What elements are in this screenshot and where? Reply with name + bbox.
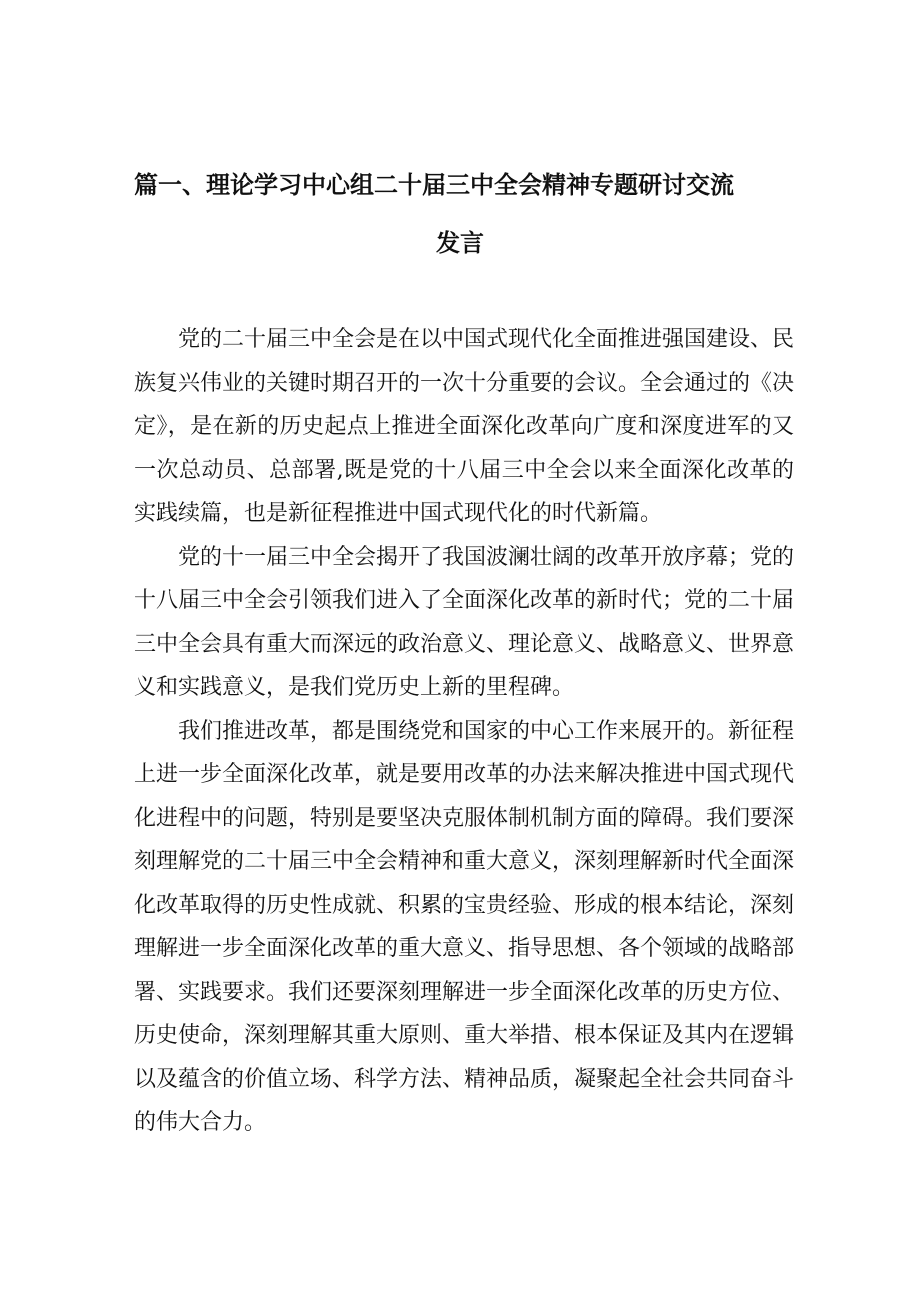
paragraph: 党的二十届三中全会是在以中国式现代化全面推进强国建设、民族复兴伟业的关键时期召开的一次十分重要的会议。全会通过的《决定》，是在新的历史起点上推进全面深化改革向广度和深度进军的又一次总动员、总部署,既是党的十八届三中全会以来全面深化改革的实践续篇，也是新征程推进中国式现代化的时代新篇。 bbox=[134, 327, 795, 526]
paragraph: 党的十一届三中全会揭开了我国波澜壮阔的改革开放序幕；党的十八届三中全会引领我们进入了全面深化改革的新时代；党的二十届三中全会具有重大而深远的政治意义、理论意义、战略意义、世界意义和实践意义，是我们党历史上新的里程碑。 bbox=[134, 544, 795, 700]
document-body bbox=[134, 318, 794, 1145]
paragraph: 我们推进改革，都是围绕党和国家的中心工作来展开的。新征程上进一步全面深化改革，就是要用改革的办法来解决推进中国式现代化进程中的问题，特别是要坚决克服体制机制方面的障碍。我们要深刻理解党的二十届三中全会精神和重大意义，深刻理解新时代全面深化改革取得的历史性成就、积累的宝贵经验、形成的根本结论，深刻理解进一步全面深化改革的重大意义、指导思想、各个领域的战略部署、实践要求。我们还要深刻理解进一步全面深化改革的历史方位、历史使命，深刻理解其重大原则、重大举措、根本保证及其内在逻辑以及蕴含的价值立场、科学方法、精神品质，凝聚起全社会共同奋斗的伟大合力。 bbox=[134, 718, 795, 1135]
document-title-continuation: 发言 bbox=[436, 229, 484, 257]
document-title: 篇一、理论学习中心组二十届三中全会精神专题研讨交流 bbox=[134, 171, 734, 199]
